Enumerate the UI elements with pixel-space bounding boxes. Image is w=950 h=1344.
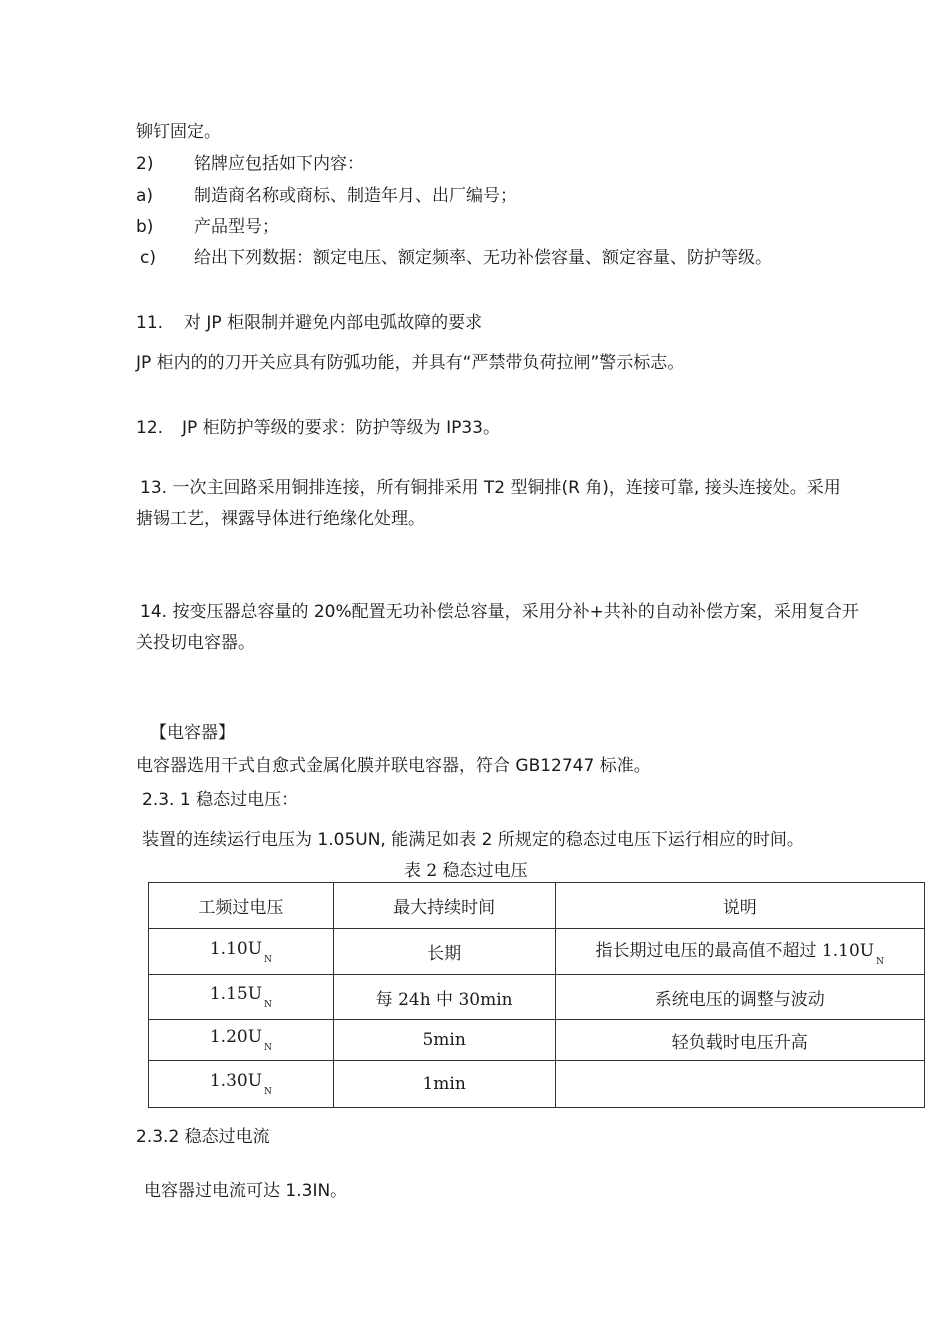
capacitor-heading: 【电容器】	[150, 723, 235, 743]
table-cell-note: 指长期过电压的最高值不超过 $1.10U_N$	[555, 929, 925, 975]
table-header-cell: 工频过电压	[149, 883, 334, 929]
table-cell-duration: 长期	[333, 929, 555, 975]
table-cell-duration: 1min	[333, 1061, 555, 1108]
subscript: N	[264, 1000, 272, 1010]
table-cell-note	[555, 1061, 925, 1108]
table-cell-voltage: $1.20U_N$	[149, 1020, 334, 1061]
subsection-2-3-2-body: 电容器过电流可达 1.3IN。	[144, 1181, 348, 1201]
list-item-a	[136, 185, 517, 207]
overvoltage-table	[148, 882, 925, 1108]
table-cell-voltage: $1.30U_N$	[149, 1061, 334, 1108]
table-header-cell: 说明	[555, 883, 925, 929]
table-header-row	[149, 883, 925, 929]
subsection-2-3-1-body: 装置的连续运行电压为 1.05UN, 能满足如表 2 所规定的稳态过电压下运行相应的时间。	[142, 830, 804, 850]
subscript: N	[264, 1087, 272, 1097]
table-row	[149, 1061, 925, 1108]
section-title: 对 JP 柜限制并避免内部电弧故障的要求	[184, 313, 483, 333]
table-row	[149, 1020, 925, 1061]
subsection-2-3-1-title: 2.3. 1 稳态过电压：	[142, 790, 299, 810]
table-row	[149, 929, 925, 975]
section-number: 11.	[136, 313, 164, 333]
table-cell-voltage: $1.10U_N$	[149, 929, 334, 975]
table-cell-duration: 5min	[333, 1020, 555, 1061]
list-item-b	[136, 216, 279, 238]
subscript: N	[876, 957, 884, 967]
subscript: N	[264, 1043, 272, 1053]
list-text: 制造商名称或商标、制造年月、出厂编号；	[194, 186, 517, 206]
section-13-line1: 13. 一次主回路采用铜排连接，所有铜排采用 T2 型铜排(R 角)，连接可靠, 接头连接处。采用	[140, 478, 841, 498]
table-caption: 表 2 稳态过电压	[404, 861, 528, 881]
text-rivet-fixing: 铆钉固定。	[136, 122, 221, 142]
table-header-cell: 最大持续时间	[333, 883, 555, 929]
section-title: JP 柜防护等级的要求：防护等级为 IP33。	[182, 418, 500, 438]
section-11-heading	[136, 312, 482, 334]
list-item-c	[140, 247, 772, 269]
list-number: a)	[136, 186, 154, 206]
section-number: 12.	[136, 418, 164, 438]
section-13-line2: 搪锡工艺，裸露导体进行绝缘化处理。	[136, 509, 425, 529]
section-11-body: JP 柜内的的刀开关应具有防弧功能，并具有“严禁带负荷拉闸”警示标志。	[136, 353, 685, 373]
section-12-heading	[136, 417, 500, 439]
list-number: 2)	[136, 154, 154, 174]
list-text: 铭牌应包括如下内容：	[194, 154, 364, 174]
subsection-2-3-2-title: 2.3.2 稳态过电流	[136, 1127, 270, 1147]
list-number: b)	[136, 217, 154, 237]
list-text: 产品型号；	[194, 217, 279, 237]
list-item-2	[136, 153, 364, 175]
capacitor-intro: 电容器选用干式自愈式金属化膜并联电容器，符合 GB12747 标准。	[136, 756, 651, 776]
list-number: c)	[140, 248, 156, 268]
section-14-line1: 14. 按变压器总容量的 20%配置无功补偿总容量，采用分补+共补的自动补偿方案，采用复合开	[140, 602, 859, 622]
subscript: N	[264, 954, 272, 965]
table-cell-note: 系统电压的调整与波动	[555, 975, 925, 1020]
section-14-line2: 关投切电容器。	[136, 633, 255, 653]
table-cell-duration: 每 24h 中 30min	[333, 975, 555, 1020]
list-text: 给出下列数据：额定电压、额定频率、无功补偿容量、额定容量、防护等级。	[194, 248, 772, 268]
table-row	[149, 975, 925, 1020]
table-cell-voltage: $1.15U_N$	[149, 975, 334, 1020]
table-cell-note: 轻负载时电压升高	[555, 1020, 925, 1061]
